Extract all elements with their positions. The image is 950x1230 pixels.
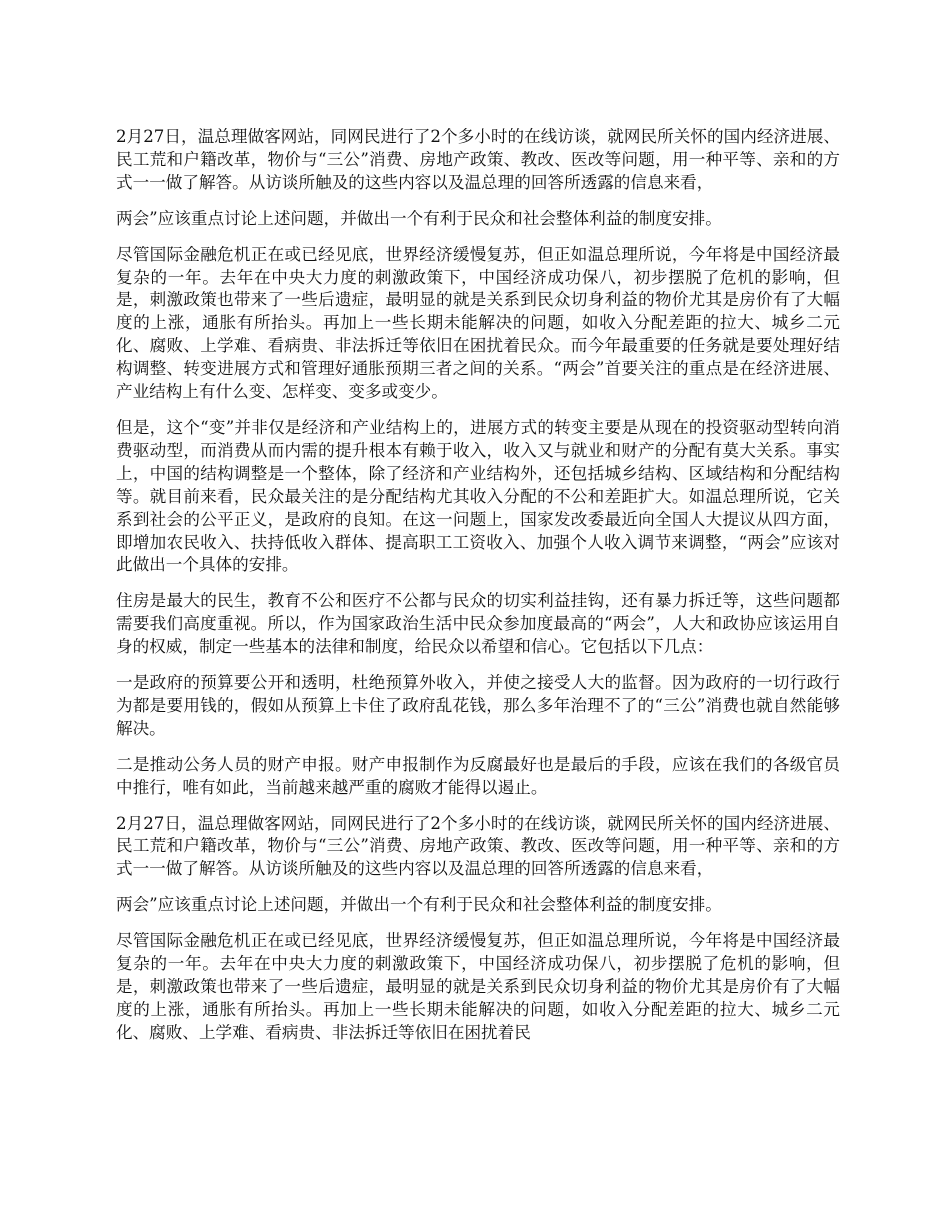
paragraph-economy: 尽管国际金融危机正在或已经见底，世界经济缓慢复苏，但正如温总理所说，今年将是中国经济最复杂的一年。去年在中央大力度的刺激政策下，中国经济成功保八，初步摆脱了危机的影响，但是，刺激政策也带来了一些后遗症，最明显的就是关系到民众切身利益的物价尤其是房价有了大幅度的上涨，通胀有所抬头。再加上一些长期未能解决的问题，如收入分配差距的拉大、城乡二元化、腐败、上学难、看病贵、非法拆迁等依旧在困扰着民众。而今年最重要的任务就是要处理好结构调整、转变进展方式和管理好通胀预期三者之间的关系。“两会”首要关注的重点是在经济进展、产业结构上有什么变、怎样变、变多或变少。 (116, 244, 840, 402)
paragraph-structure-change: 但是，这个“变”并非仅是经济和产业结构上的，进展方式的转变主要是从现在的投资驱动型转向消费驱动型，而消费从而内需的提升根本有赖于收入，收入又与就业和财产的分配有莫大关系。事实上，中国的结构调整是一个整体，除了经济和产业结构外，还包括城乡结构、区域结构和分配结构等。就目前来看，民众最关注的是分配结构尤其收入分配的不公和差距扩大。如温总理所说，它关系到社会的公平正义，是政府的良知。在这一问题上，国家发改委最近向全国人大提议从四方面，即增加农民收入、扶持低收入群体、提高职工工资收入、加强个人收入调节来调整，“两会”应该对此做出一个具体的安排。 (116, 417, 840, 575)
paragraph-economy-repeat: 尽管国际金融危机正在或已经见底，世界经济缓慢复苏，但正如温总理所说，今年将是中国经济最复杂的一年。去年在中央大力度的刺激政策下，中国经济成功保八，初步摆脱了危机的影响，但是，刺激政策也带来了一些后遗症，最明显的就是关系到民众切身利益的物价尤其是房价有了大幅度的上涨，通胀有所抬头。再加上一些长期未能解决的问题，如收入分配差距的拉大、城乡二元化、腐败、上学难、看病贵、非法拆迁等依旧在困扰着民 (116, 931, 840, 1042)
paragraph-lianghui-focus-repeat: 两会”应该重点讨论上述问题，并做出一个有利于民众和社会整体利益的制度安排。 (116, 895, 722, 915)
paragraph-budget: 一是政府的预算要公开和透明，杜绝预算外收入，并使之接受人大的监督。因为政府的一切行政行为都是要用钱的，假如从预算上卡住了政府乱花钱，那么多年治理不了的“三公”消费也就自然能够解决。 (116, 673, 840, 738)
paragraph-livelihood: 住房是最大的民生，教育不公和医疗不公都与民众的切实利益挂钩，还有暴力拆迁等，这些问题都需要我们高度重视。所以，作为国家政治生活中民众参加度最高的“两会”，人大和政协应该运用自身的权威，制定一些基本的法律和制度，给民众以希望和信心。它包括以下几点： (116, 591, 840, 657)
paragraph-asset-declaration: 二是推动公务人员的财产申报。财产申报制作为反腐最好也是最后的手段，应该在我们的各级官员中推行，唯有如此，当前越来越严重的腐败才能得以遏止。 (116, 754, 840, 797)
paragraph-intro-repeat: 2月27日，温总理做客网站，同网民进行了2个多小时的在线访谈，就网民所关怀的国内经济进展、民工荒和户籍改革，物价与“三公”消费、房地产政策、教改、医改等问题，用一种平等、亲和的方式一一做了解答。从访谈所触及的这些内容以及温总理的回答所透露的信息来看， (116, 813, 840, 879)
paragraph-lianghui-focus: 两会”应该重点讨论上述问题，并做出一个有利于民众和社会整体利益的制度安排。 (116, 208, 722, 228)
document-body (116, 126, 840, 1058)
paragraph-intro: 2月27日，温总理做客网站，同网民进行了2个多小时的在线访谈，就网民所关怀的国内经济进展、民工荒和户籍改革，物价与“三公”消费、房地产政策、教改、医改等问题，用一种平等、亲和的方式一一做了解答。从访谈所触及的这些内容以及温总理的回答所透露的信息来看， (116, 127, 840, 192)
